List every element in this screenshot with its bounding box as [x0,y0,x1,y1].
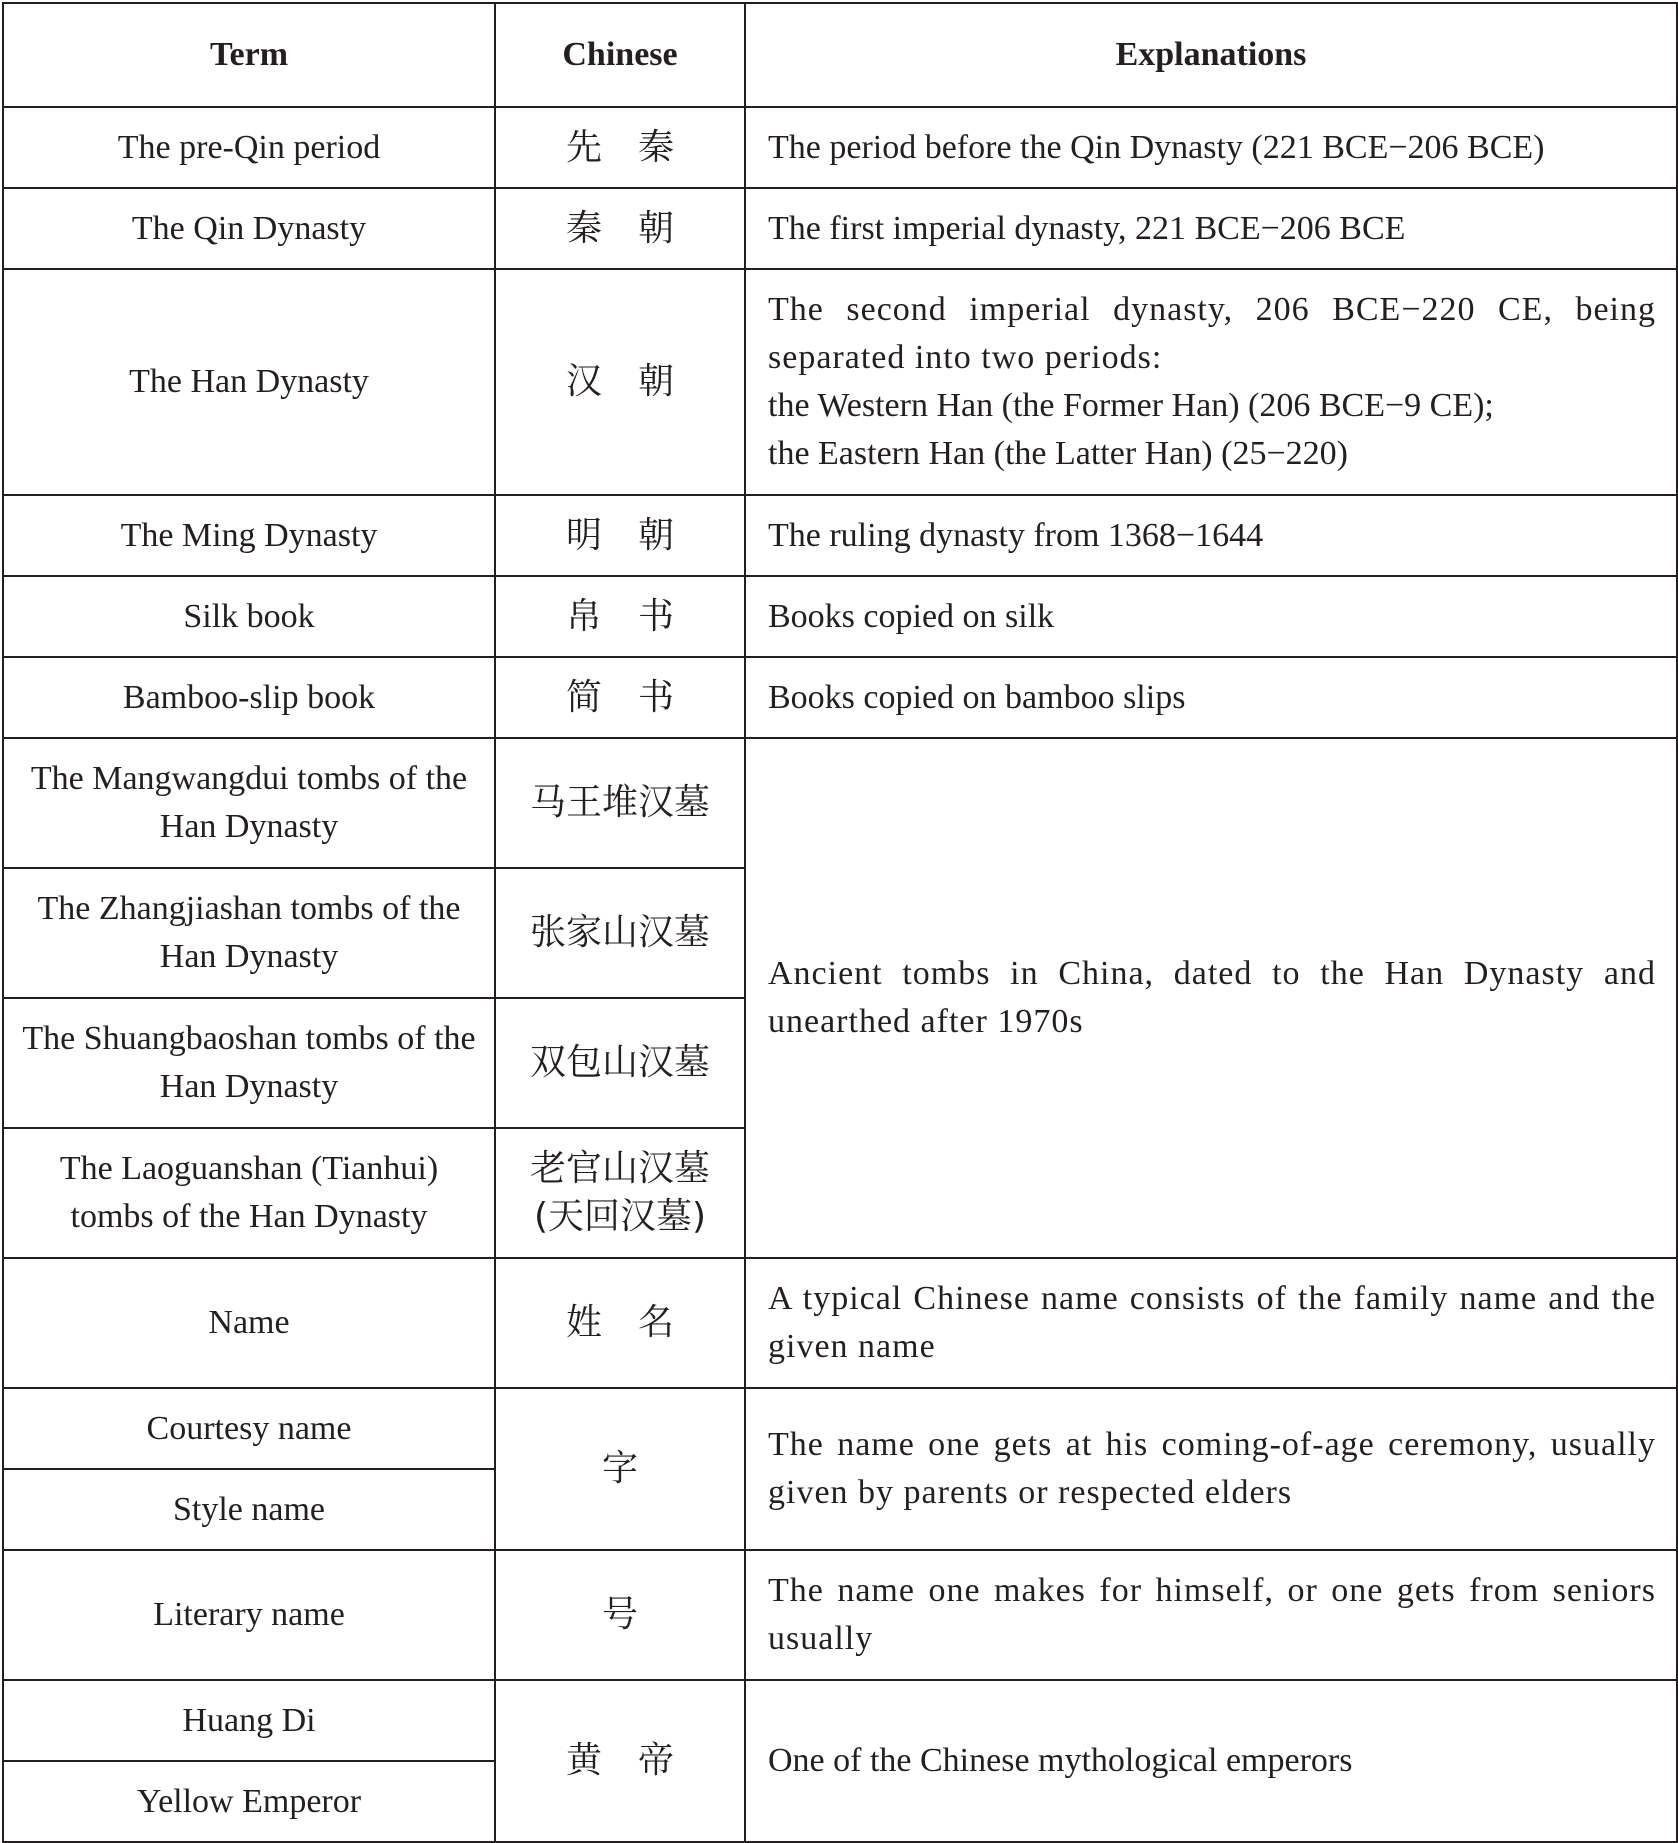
explanation-cell: A typical Chinese name consists of the family name and the given name [745,1258,1677,1388]
explanation-cell: Books copied on bamboo slips [745,657,1677,738]
term-cell: The Zhangjiashan tombs of the Han Dynasty [3,868,495,998]
chinese-cell: 黄 帝 [495,1680,745,1842]
explanation-cell: Books copied on silk [745,576,1677,657]
table-row [3,495,1677,576]
term-cell: The pre-Qin period [3,107,495,188]
chinese-cell [495,1128,745,1258]
table-row [3,1388,1677,1469]
explanation-cell: The name one gets at his coming-of-age ceremony, usually given by parents or respected elders [745,1388,1677,1550]
explanation-cell: Ancient tombs in China, dated to the Han Dynasty and unearthed after 1970s [745,738,1677,1258]
table-row [3,1258,1677,1388]
explanation-line: the Eastern Han (the Latter Han) (25−220) [768,435,1348,472]
chinese-line: (天回汉墓) [533,1196,707,1237]
chinese-cell: 姓 名 [495,1258,745,1388]
term-cell: Huang Di [3,1680,495,1761]
term-cell: The Laoguanshan (Tianhui) tombs of the Han Dynasty [3,1128,495,1258]
chinese-line: 老官山汉墓 [529,1148,710,1189]
explanation-cell: The name one makes for himself, or one gets from seniors usually [745,1550,1677,1680]
chinese-cell: 汉 朝 [495,269,745,495]
table-row [3,269,1677,495]
chinese-cell: 明 朝 [495,495,745,576]
term-cell: The Han Dynasty [3,269,495,495]
table-row [3,657,1677,738]
explanation-cell: One of the Chinese mythological emperors [745,1680,1677,1842]
chinese-cell: 号 [495,1550,745,1680]
term-cell: The Mangwangdui tombs of the Han Dynasty [3,738,495,868]
chinese-cell: 双包山汉墓 [495,998,745,1128]
term-cell: Literary name [3,1550,495,1680]
chinese-cell: 字 [495,1388,745,1550]
table-row [3,1680,1677,1761]
table-row [3,576,1677,657]
term-cell: The Shuangbaoshan tombs of the Han Dynasty [3,998,495,1128]
table-row [3,738,1677,868]
term-cell: Yellow Emperor [3,1761,495,1842]
chinese-cell: 马王堆汉墓 [495,738,745,868]
term-cell: Silk book [3,576,495,657]
table-row [3,188,1677,269]
explanation-cell: The ruling dynasty from 1368−1644 [745,495,1677,576]
header-term: Term [3,3,495,107]
header-explanations: Explanations [745,3,1677,107]
term-cell: The Ming Dynasty [3,495,495,576]
explanation-cell: The period before the Qin Dynasty (221 BCE−206 BCE) [745,107,1677,188]
explanation-cell [745,269,1677,495]
header-chinese: Chinese [495,3,745,107]
explanation-line: the Western Han (the Former Han) (206 BCE−9 CE); [768,387,1494,424]
explanation-cell: The first imperial dynasty, 221 BCE−206 BCE [745,188,1677,269]
term-cell: Bamboo-slip book [3,657,495,738]
chinese-cell: 张家山汉墓 [495,868,745,998]
glossary-table [2,2,1678,1843]
explanation-line: The second imperial dynasty, 206 BCE−220 CE, being separated into two periods: [768,291,1656,376]
chinese-cell: 秦 朝 [495,188,745,269]
table-row [3,107,1677,188]
chinese-cell: 帛 书 [495,576,745,657]
term-cell: Name [3,1258,495,1388]
chinese-cell: 简 书 [495,657,745,738]
table-row [3,1550,1677,1680]
term-cell: Style name [3,1469,495,1550]
term-cell: The Qin Dynasty [3,188,495,269]
term-cell: Courtesy name [3,1388,495,1469]
header-row [3,3,1677,107]
chinese-cell: 先 秦 [495,107,745,188]
